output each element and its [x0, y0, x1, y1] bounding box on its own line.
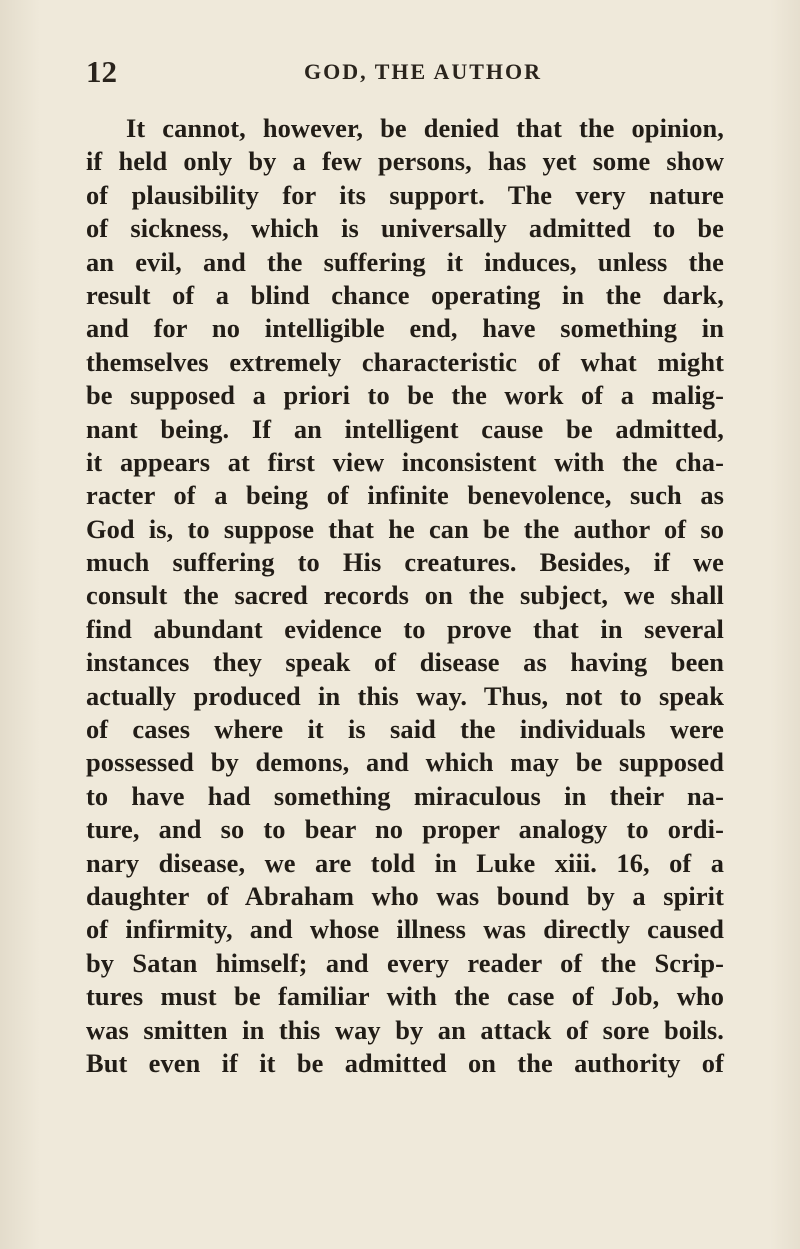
text-line: ture, and so to bear no proper analogy to ordi- — [86, 814, 724, 845]
text-line: nary disease, we are told in Luke xiii. 16, of a — [86, 847, 724, 878]
text-line: if held only by a few persons, has yet some show — [86, 146, 724, 177]
text-line: of sickness, which is universally admitted to be — [86, 213, 724, 244]
text-line: by Satan himself; and every reader of the Scrip- — [86, 947, 724, 978]
page-number: 12 — [86, 54, 117, 89]
text-line: actually produced in this way. Thus, not to speak — [86, 680, 724, 711]
text-line: possessed by demons, and which may be supposed — [86, 747, 724, 778]
text-line: was smitten in this way by an attack of sore boils. — [86, 1014, 724, 1045]
text-line: tures must be familiar with the case of Job, who — [86, 981, 724, 1012]
text-line: daughter of Abraham who was bound by a spirit — [86, 880, 724, 911]
text-line: to have had something miraculous in their na- — [86, 780, 724, 811]
text-line: consult the sacred records on the subject, we shall — [86, 580, 724, 611]
text-line: But even if it be admitted on the authority of — [86, 1047, 724, 1078]
text-line: themselves extremely characteristic of what might — [86, 346, 724, 377]
text-line: an evil, and the suffering it induces, unless the — [86, 246, 724, 277]
text-line: instances they speak of disease as having been — [86, 647, 724, 678]
text-line: of infirmity, and whose illness was directly caused — [86, 914, 724, 945]
text-line: God is, to suppose that he can be the author of so — [86, 513, 724, 544]
text-line: of plausibility for its support. The very nature — [86, 179, 724, 210]
page-header — [86, 52, 726, 92]
text-line: much suffering to His creatures. Besides, if we — [86, 547, 724, 578]
text-line: racter of a being of infinite benevolence, such as — [86, 480, 724, 511]
text-line: it appears at first view inconsistent with the cha- — [86, 446, 724, 477]
text-line: be supposed a priori to be the work of a malig- — [86, 380, 724, 411]
body-text — [86, 112, 724, 1080]
running-head: GOD, THE AUTHOR — [304, 59, 543, 84]
text-line: of cases where it is said the individuals were — [86, 714, 724, 745]
text-line: nant being. If an intelligent cause be admitted, — [86, 413, 724, 444]
text-line: and for no intelligible end, have something in — [86, 313, 724, 344]
text-line: result of a blind chance operating in the dark, — [86, 279, 724, 310]
text-line: find abundant evidence to prove that in several — [86, 613, 724, 644]
text-line: It cannot, however, be denied that the opinion, — [126, 113, 724, 143]
